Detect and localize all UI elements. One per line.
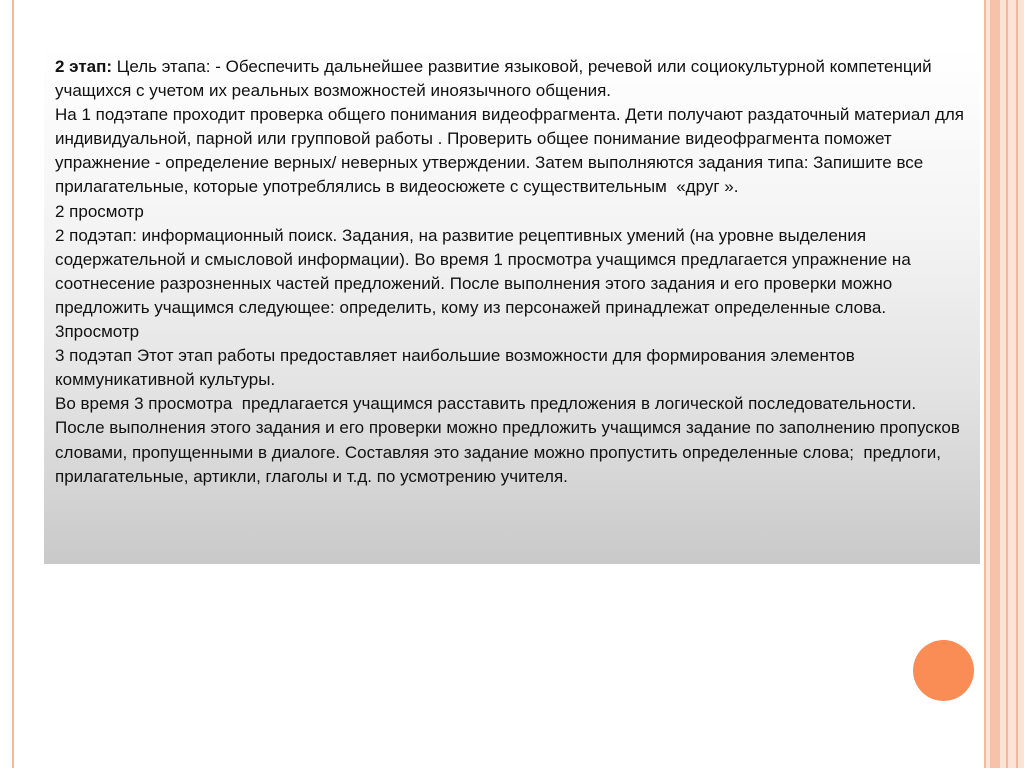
right-decorative-stripe [990, 0, 1000, 768]
stage-label: 2 этап: [55, 57, 113, 76]
orange-circle-decoration [913, 640, 974, 701]
paragraph-substage-1: На 1 подэтапе проходит проверка общего понимания видеофрагмента. Дети получают раздаточный материал для индивидуальной, парной или групповой работы . Проверить общее понимание видеофрагмента поможет упражнение - определение верных/ неверных утверждении. Затем выполняются задания типа: Запишите все прилагательные, которые употреблялись в видеосюжете с существительным «друг ». [55, 105, 969, 197]
paragraph-third-viewing: 3просмотр [55, 322, 140, 342]
stage-goal-text: Цель этапа: - Обеспечить дальнейшее развитие языковой, речевой или социокультурной компетенций учащихся с учетом их реальных возможностей иноязычного общения. [55, 57, 937, 101]
right-decorative-line [984, 0, 986, 768]
text-content-box [44, 45, 980, 564]
right-decorative-line [1016, 0, 1018, 768]
right-decorative-line [1006, 0, 1008, 768]
left-decorative-border [0, 0, 14, 768]
paragraph-substage-3: 3 подэтап Этот этап работы предоставляет наибольшие возможности для формирования элементов коммуникативной культуры. [55, 346, 860, 390]
paragraph-second-viewing: 2 просмотр [55, 201, 144, 221]
paragraph-third-viewing-task: Во время 3 просмотра предлагается учащимся расставить предложения в логической последовательности. После выполнения этого задания и его проверки можно предложить учащимся задание по заполнению пропусков словами, пропущенными в диалоге. Составляя это задание можно пропустить определенные слова; предлоги, прилагательные, артикли, глаголы и т.д. по усмотрению учителя. [55, 394, 965, 486]
paragraph-substage-2: 2 подэтап: информационный поиск. Задания, на развитие рецептивных умений (на уровне выделения содержательной и смысловой информации). Во время 1 просмотра учащимся предлагается упражнение на соотнесение разрозненных частей предложений. После выполнения этого задания и его проверки можно предложить учащимся следующее: определить, кому из персонажей принадлежат определенные слова. [55, 225, 916, 317]
paragraph-stage-goal [55, 55, 970, 103]
